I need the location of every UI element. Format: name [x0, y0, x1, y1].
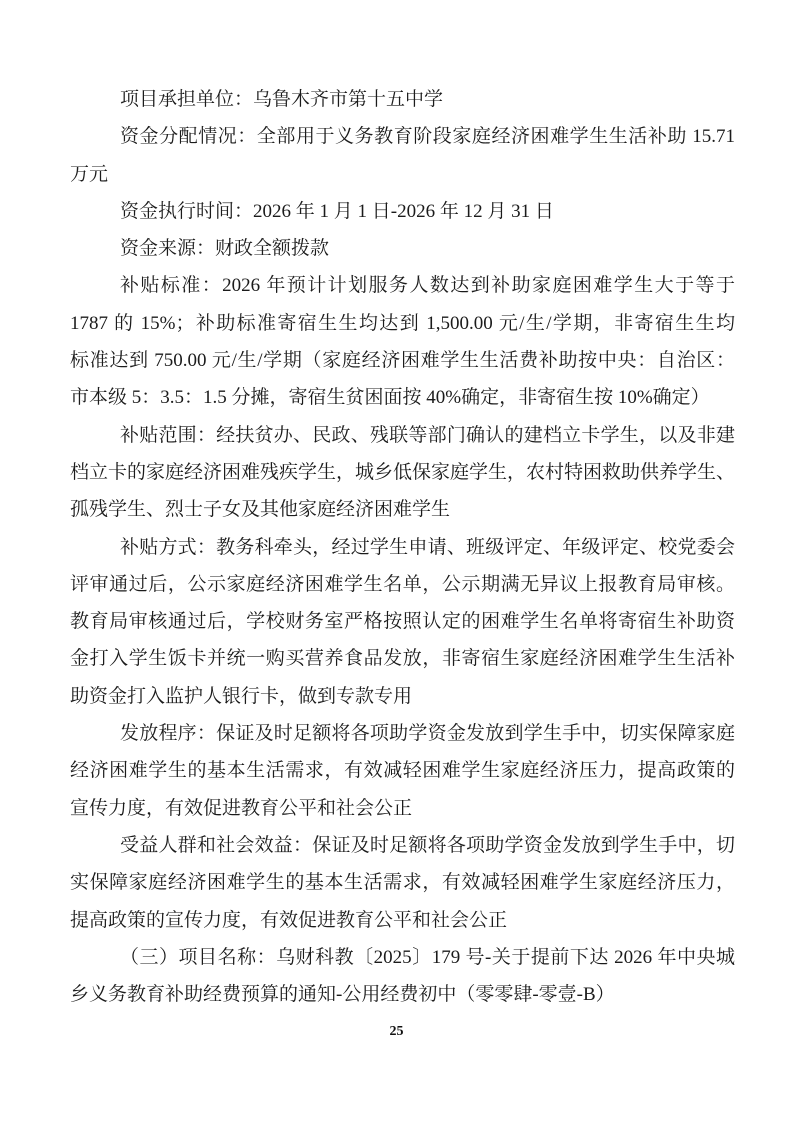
text-line: 市本级 5：3.5：1.5 分摊，寄宿生贫困面按 40%确定，非寄宿生按 10%确定）: [70, 387, 710, 409]
text-line: 项目承担单位：乌鲁木齐市第十五中学: [120, 89, 444, 110]
text-line: 实保障家庭经济困难学生的基本生活需求，有效减轻困难学生家庭经济压力，: [70, 872, 735, 894]
text-line: 宣传力度，有效促进教育公平和社会公正: [70, 797, 413, 819]
paragraph-fund-execution-time: [70, 193, 735, 230]
text-line: 万元: [70, 163, 109, 185]
text-line: 资金来源：财政全额拨款: [120, 238, 330, 260]
text-line: 标准达到 750.00 元/生/学期（家庭经济困难学生生活费补助按中央：自治区：: [70, 350, 735, 372]
paragraph-project-undertaker: [70, 81, 735, 118]
paragraph-beneficiaries-social-benefit: [70, 827, 735, 939]
text-line: 受益人群和社会效益：保证及时足额将各项助学资金发放到学生手中，切: [120, 834, 735, 856]
text-line: 补贴标准：2026 年预计计划服务人数达到补助家庭困难学生大于等于: [120, 275, 735, 297]
text-line: 提高政策的宣传力度，有效促进教育公平和社会公正: [70, 909, 508, 931]
text-line: 金打入学生饭卡并统一购买营养食品发放，非寄宿生家庭经济困难学生生活补: [70, 648, 735, 670]
paragraph-fund-source: [70, 230, 735, 267]
paragraph-project-name-3: [70, 939, 735, 1014]
text-line: （三）项目名称：乌财科教〔2025〕179 号-关于提前下达 2026 年中央城: [120, 946, 735, 968]
paragraph-subsidy-scope: [70, 417, 735, 529]
text-line: 档立卡的家庭经济困难残疾学生，城乡低保家庭学生，农村特困救助供养学生、: [70, 461, 736, 483]
text-line: 补贴范围：经扶贫办、民政、残联等部门确认的建档立卡学生，以及非建: [120, 424, 735, 446]
page-number: 25: [389, 1024, 404, 1039]
document-body: [70, 81, 735, 1013]
text-line: 补贴方式：教务科牵头，经过学生申请、班级评定、年级评定、校党委会: [120, 536, 735, 558]
text-line: 1787 的 15%；补助标准寄宿生生均达到 1,500.00 元/生/学期，非寄宿生生均: [70, 312, 735, 334]
text-line: 发放程序：保证及时足额将各项助学资金发放到学生手中，切实保障家庭: [120, 723, 735, 745]
text-line: 资金执行时间：2026 年 1 月 1 日-2026 年 12 月 31 日: [120, 200, 554, 222]
text-line: 助资金打入监护人银行卡，做到专款专用: [70, 685, 413, 707]
text-line: 经济困难学生的基本生活需求，有效减轻困难学生家庭经济压力，提高政策的: [70, 760, 735, 782]
text-line: 乡义务教育补助经费预算的通知-公用经费初中（零零肆-零壹-B）: [70, 984, 615, 1006]
paragraph-fund-allocation: [70, 118, 735, 193]
text-line: 教育局审核通过后，学校财务室严格按照认定的困难学生名单将寄宿生补助资: [70, 611, 735, 633]
paragraph-subsidy-standard: [70, 267, 735, 416]
paragraph-distribution-procedure: [70, 715, 735, 827]
paragraph-subsidy-method: [70, 529, 735, 715]
text-line: 评审通过后，公示家庭经济困难学生名单，公示期满无异议上报教育局审核。: [70, 573, 735, 595]
text-line: 孤残学生、烈士子女及其他家庭经济困难学生: [70, 499, 451, 521]
text-line: 资金分配情况：全部用于义务教育阶段家庭经济困难学生生活补助 15.71: [120, 126, 735, 148]
